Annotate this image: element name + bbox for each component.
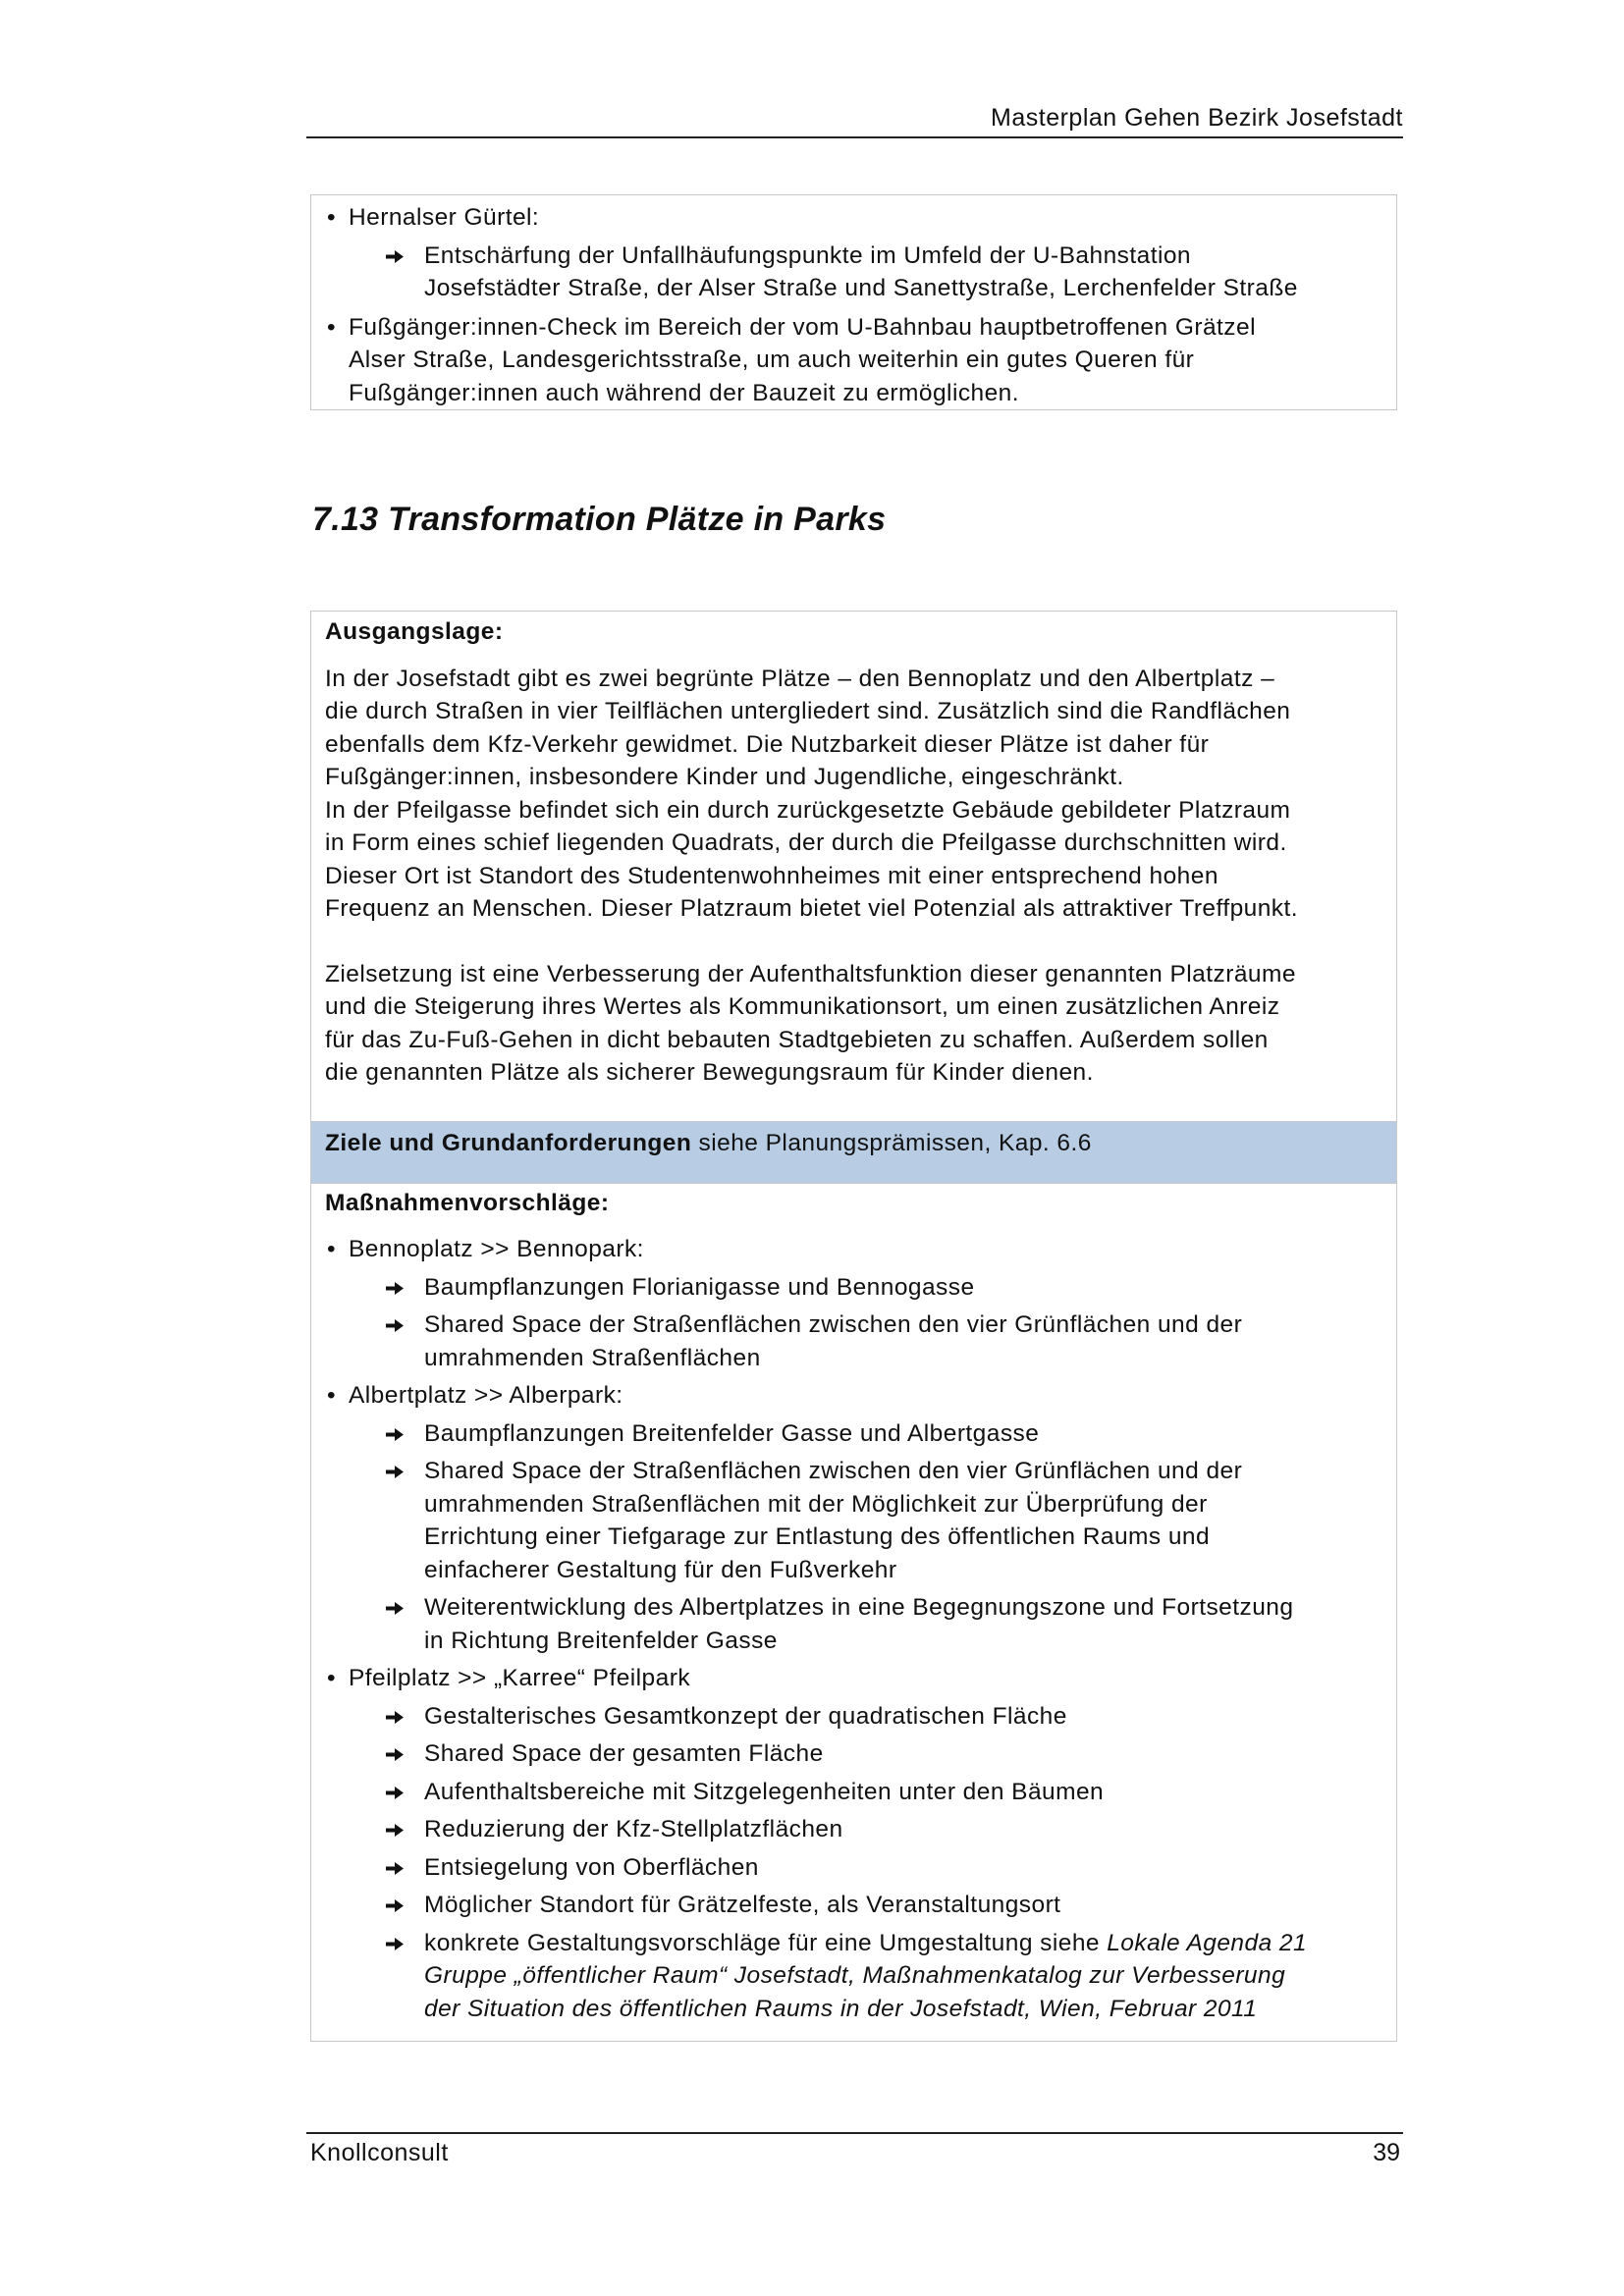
- arrow-icon: [386, 1748, 404, 1761]
- line: Shared Space der Straßenflächen zwischen den vier Grünflächen und der: [424, 1311, 1243, 1338]
- ausgangslage-section: [311, 612, 1396, 1121]
- arrow-icon: [386, 1466, 404, 1478]
- sub-item: [325, 1813, 1382, 1846]
- line: Entschärfung der Unfallhäufungspunkte im Umfeld der U-Bahnstation: [424, 241, 1191, 269]
- ausgangslage-para2: [325, 958, 1382, 1090]
- line: Errichtung einer Tiefgarage zur Entlastung des öffentlichen Raums und: [424, 1523, 1211, 1550]
- arrow-icon: [386, 1899, 404, 1912]
- arrow-icon: [386, 1862, 404, 1875]
- sub-item: [325, 1776, 1382, 1809]
- line: Josefstädter Straße, der Alser Straße und Sanettystraße, Lerchenfelder Straße: [424, 275, 1298, 301]
- ziele-title: Ziele und Grundanforderungen: [325, 1129, 692, 1156]
- header-rule: [306, 136, 1403, 138]
- sub-item: [325, 1455, 1382, 1586]
- sub-item: [325, 1851, 1382, 1885]
- sub-item: [325, 1700, 1382, 1734]
- line: ebenfalls dem Kfz-Verkehr gewidmet. Die Nutzbarkeit dieser Plätze ist daher für: [325, 730, 1210, 758]
- line: Möglicher Standort für Grätzelfeste, als Veranstaltungsort: [424, 1892, 1061, 1918]
- line: für das Zu-Fuß-Gehen in dicht bebauten Stadtgebieten zu schaffen. Außerdem sollen: [325, 1026, 1269, 1053]
- line: der Situation des öffentlichen Raums in der Josefstadt, Wien, Februar 2011: [424, 1995, 1258, 2022]
- sub-item: [325, 1591, 1382, 1657]
- line: und die Steigerung ihres Wertes als Kommunikationsort, um einen zusätzlichen Anreiz: [325, 993, 1280, 1020]
- bullet-item: • Albertplatz >> Alberpark:: [325, 1379, 1382, 1413]
- line: in Form eines schief liegenden Quadrats, der durch die Pfeilgasse durchschnitten wird.: [325, 829, 1287, 856]
- arrow-icon: [386, 1711, 404, 1724]
- line: die genannten Plätze als sicherer Bewegungsraum für Kinder dienen.: [325, 1059, 1094, 1086]
- massnahmen-section: [311, 1184, 1396, 1220]
- line: Dieser Ort ist Standort des Studentenwohnheimes mit einer entsprechend hohen: [325, 862, 1218, 889]
- arrow-icon: [386, 1787, 404, 1799]
- line: in Richtung Breitenfelder Gasse: [424, 1627, 778, 1654]
- sub-item: [325, 1271, 1382, 1305]
- line: Fußgänger:innen, insbesondere Kinder und Jugendliche, eingeschränkt.: [325, 764, 1124, 790]
- line: Entsiegelung von Oberflächen: [424, 1853, 759, 1881]
- section-heading: 7.13 Transformation Plätze in Parks: [312, 501, 887, 538]
- line: Frequenz an Menschen. Dieser Platzraum bietet viel Potenzial als attraktiver Treffpunkt.: [325, 895, 1299, 922]
- line: Shared Space der Straßenflächen zwischen den vier Grünflächen und der: [424, 1458, 1243, 1484]
- line: Baumpflanzungen Florianigasse und Bennogasse: [424, 1273, 975, 1301]
- line: Zielsetzung ist eine Verbesserung der Aufenthaltsfunktion dieser genannten Platzräume: [325, 960, 1296, 988]
- line: umrahmenden Straßenflächen: [424, 1344, 761, 1371]
- line: Alser Straße, Landesgerichtsstraße, um auch weiterhin ein gutes Queren für: [349, 347, 1195, 373]
- footer-rule: [306, 2132, 1403, 2134]
- arrow-icon: [386, 1602, 404, 1615]
- bullet-item: • Bennoplatz >> Bennopark:: [325, 1233, 1382, 1266]
- page-number: 39: [1373, 2139, 1400, 2166]
- sub-item: [325, 1927, 1382, 2026]
- top-box: [310, 194, 1397, 410]
- bullet-item: • Hernalser Gürtel:: [325, 201, 1382, 235]
- bullet-item: [325, 311, 1382, 410]
- ausgangslage-title: Ausgangslage:: [325, 618, 504, 645]
- ziele-reference: siehe Planungsprämissen, Kap. 6.6: [691, 1129, 1092, 1156]
- header-title: Masterplan Gehen Bezirk Josefstadt: [991, 104, 1403, 132]
- line: einfacherer Gestaltung für den Fußverkehr: [424, 1556, 897, 1583]
- line: umrahmenden Straßenflächen mit der Möglichkeit zur Überprüfung der: [424, 1490, 1208, 1518]
- line: Aufenthaltsbereiche mit Sitzgelegenheiten unter den Bäumen: [424, 1778, 1105, 1805]
- footer-company: Knollconsult: [310, 2139, 449, 2166]
- line: Gruppe „öffentlicher Raum“ Josefstadt, Maßnahmenkatalog zur Verbesserung: [424, 1962, 1286, 1989]
- main-box: [310, 611, 1397, 2042]
- massnahmen-title: Maßnahmenvorschläge:: [325, 1189, 610, 1216]
- sub-item: [325, 1417, 1382, 1451]
- arrow-icon: [386, 1282, 404, 1295]
- line: Gestalterisches Gesamtkonzept der quadratischen Fläche: [424, 1702, 1067, 1730]
- line: Weiterentwicklung des Albertplatzes in eine Begegnungszone und Fortsetzung: [424, 1594, 1294, 1621]
- line: Shared Space der gesamten Fläche: [424, 1740, 824, 1767]
- line: In der Pfeilgasse befindet sich ein durch zurückgesetzte Gebäude gebildeter Platzraum: [325, 796, 1291, 824]
- line: Fußgänger:innen auch während der Bauzeit zu ermöglichen.: [349, 379, 1020, 406]
- plain-text: konkrete Gestaltungsvorschläge für eine Umgestaltung siehe: [424, 1929, 1108, 1956]
- sub-item: [325, 1889, 1382, 1922]
- line: • Fußgänger:innen-Check im Bereich der vom U-Bahnbau hauptbetroffenen Grätzel: [349, 313, 1256, 341]
- sub-item: [325, 1308, 1382, 1374]
- arrow-icon: [386, 1319, 404, 1332]
- arrow-icon: [386, 1938, 404, 1950]
- arrow-icon: [386, 1824, 404, 1837]
- line: Reduzierung der Kfz-Stellplatzflächen: [424, 1816, 843, 1842]
- line: [424, 1927, 1382, 1960]
- bullet-item: • Pfeilplatz >> „Karree“ Pfeilpark: [325, 1662, 1382, 1695]
- reference-title: Lokale Agenda 21: [1107, 1929, 1308, 1956]
- line: In der Josefstadt gibt es zwei begrünte Plätze – den Bennoplatz und den Albertplatz –: [325, 665, 1275, 692]
- arrow-icon: [386, 1428, 404, 1441]
- sub-item: [325, 240, 1382, 305]
- ziele-row: [311, 1121, 1396, 1184]
- line: Baumpflanzungen Breitenfelder Gasse und Albertgasse: [424, 1419, 1040, 1447]
- sub-item: [325, 1737, 1382, 1771]
- massnahmen-list: [311, 1233, 1396, 2025]
- ausgangslage-para1: [325, 663, 1382, 926]
- line: die durch Straßen in vier Teilflächen untergliedert sind. Zusätzlich sind die Randflächen: [325, 698, 1291, 724]
- arrow-icon: [386, 250, 404, 263]
